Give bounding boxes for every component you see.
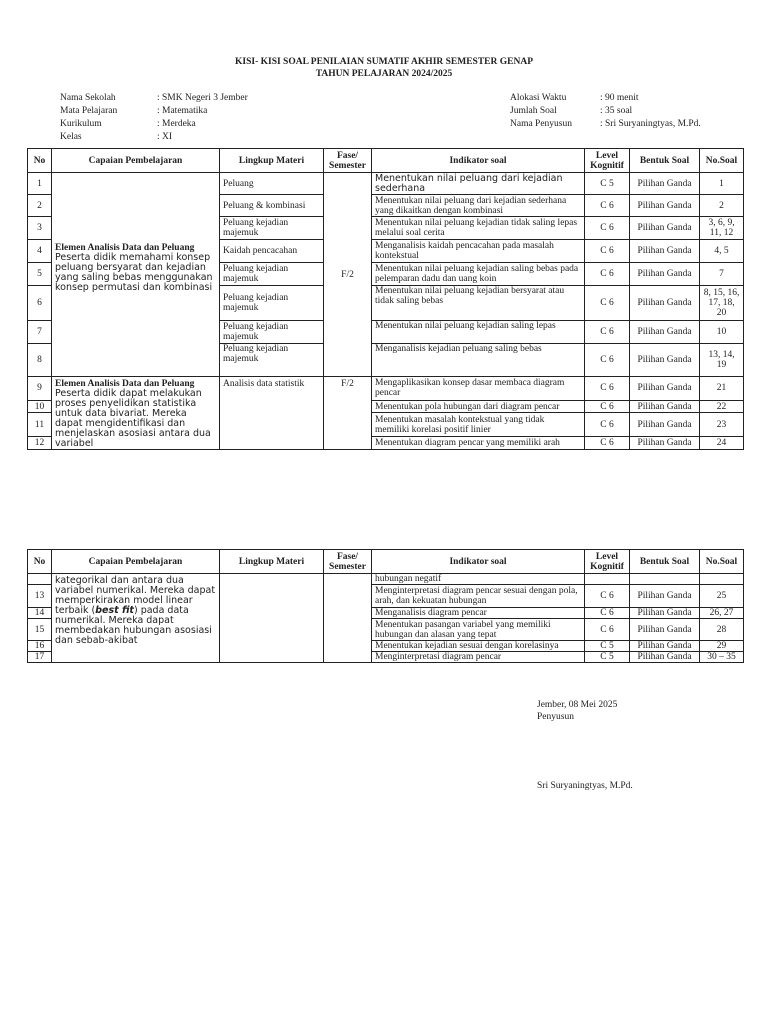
row-indikator: Menentukan nilai peluang kejadian saling lepas	[372, 321, 585, 344]
row-no: 1	[28, 173, 52, 195]
fase-cell: F/2	[324, 377, 372, 450]
row-nosoal: 22	[700, 400, 744, 413]
row-nosoal: 24	[700, 437, 744, 450]
row-level: C 6	[585, 400, 630, 413]
row-bentuk: Pilihan Ganda	[630, 173, 700, 195]
fase-cell	[324, 574, 372, 663]
table-header-row	[28, 149, 744, 173]
row-indikator: Menentukan nilai peluang dari kejadian sederhana yang dikaitkan dengan kombinasi	[372, 195, 585, 217]
header-bentuk: Bentuk Soal	[630, 550, 700, 574]
row-level: C 6	[585, 195, 630, 217]
header-bentuk: Bentuk Soal	[630, 149, 700, 173]
row-bentuk: Pilihan Ganda	[630, 400, 700, 413]
info-value: : 90 menit	[600, 93, 639, 103]
row-level: C 6	[585, 286, 630, 321]
table-row	[28, 574, 744, 585]
row-bentuk: Pilihan Ganda	[630, 195, 700, 217]
row-level: C 5	[585, 652, 630, 663]
row-lingkup: Peluang kejadian majemuk	[220, 321, 324, 344]
header-indikator: Indikator soal	[372, 550, 585, 574]
row-level: C 5	[585, 641, 630, 652]
document-title: KISI- KISI SOAL PENILAIAN SUMATIF AKHIR SEMESTER GENAP	[235, 57, 533, 67]
header-lingkup: Lingkup Materi	[220, 149, 324, 173]
table-row	[28, 173, 744, 195]
row-no: 15	[28, 619, 52, 641]
row-indikator: Menganalisis kejadian peluang saling bebas	[372, 344, 585, 377]
row-bentuk: Pilihan Ganda	[630, 608, 700, 619]
row-bentuk: Pilihan Ganda	[630, 437, 700, 450]
capaian-text: Peserta didik memahami konsep peluang bersyarat dan kejadian yang saling bebas menggunakan konsep permutasi dan kombinasi	[55, 252, 213, 293]
row-indikator: Menganalisis diagram pencar	[372, 608, 585, 619]
row-no: 7	[28, 321, 52, 344]
info-label: Mata Pelajaran	[60, 106, 118, 116]
row-nosoal: 13, 14, 19	[700, 344, 744, 377]
row-nosoal: 2	[700, 195, 744, 217]
capaian-heading: Elemen Analisis Data dan Peluang	[55, 243, 195, 253]
row-nosoal: 4, 5	[700, 240, 744, 263]
row-indikator: Menentukan pasangan variabel yang memiliki hubungan dan alasan yang tepat	[372, 619, 585, 641]
capaian-text-before: kategorikal dan antara dua variabel numerikal. Mereka dapat memperkirakan model linear terbaik (	[55, 575, 216, 616]
row-level: C 6	[585, 321, 630, 344]
row-level: C 6	[585, 240, 630, 263]
row-level: C 6	[585, 619, 630, 641]
row-no: 13	[28, 585, 52, 608]
row-indikator: Menentukan masalah kontekstual yang tidak memiliki korelasi positif linier	[372, 413, 585, 437]
signature-role: Penyusun	[537, 712, 574, 722]
row-no: 11	[28, 413, 52, 437]
row-level: C 6	[585, 217, 630, 240]
row-level: C 6	[585, 585, 630, 608]
row-bentuk: Pilihan Ganda	[630, 263, 700, 286]
row-no: 17	[28, 652, 52, 663]
row-nosoal: 1	[700, 173, 744, 195]
capaian-text-emphasis: best fit	[95, 605, 134, 616]
row-lingkup: Peluang kejadian majemuk	[220, 344, 324, 377]
info-label: Nama Penyusun	[510, 119, 573, 129]
info-label: Nama Sekolah	[60, 93, 116, 103]
row-bentuk	[630, 574, 700, 585]
header-nosoal: No.Soal	[700, 149, 744, 173]
row-level: C 6	[585, 263, 630, 286]
row-lingkup: Peluang kejadian majemuk	[220, 286, 324, 321]
row-nosoal: 10	[700, 321, 744, 344]
row-indikator: Menganalisis kaidah pencacahan pada masalah kontekstual	[372, 240, 585, 263]
capaian-text-after: ) pada data numerikal. Mereka dapat membedakan hubungan asosiasi dan sebab-akibat	[55, 605, 212, 646]
info-value: : Sri Suryaningtyas, M.Pd.	[600, 119, 701, 129]
header-fase: Fase/ Semester	[324, 149, 372, 173]
row-nosoal: 28	[700, 619, 744, 641]
row-bentuk: Pilihan Ganda	[630, 413, 700, 437]
info-value: : XI	[157, 132, 173, 142]
row-bentuk: Pilihan Ganda	[630, 217, 700, 240]
row-no: 3	[28, 217, 52, 240]
row-no: 14	[28, 608, 52, 619]
capaian-text: Peserta didik dapat melakukan proses penyelidikan statistika untuk data bivariat. Mereka dapat mengidentifikasi dan menjelaskan asosiasi antara dua variabel	[55, 388, 211, 449]
info-value: : Merdeka	[157, 119, 196, 129]
header-capaian: Capaian Pembelajaran	[52, 550, 220, 574]
row-level: C 6	[585, 437, 630, 450]
row-indikator: Menentukan nilai peluang kejadian tidak saling lepas melalui soal cerita	[372, 217, 585, 240]
row-indikator: Menginterpretasi diagram pencar sesuai dengan pola, arah, dan kekuatan hubungan	[372, 585, 585, 608]
row-no: 10	[28, 400, 52, 413]
row-nosoal: 26, 27	[700, 608, 744, 619]
signature-name: Sri Suryaningtyas, M.Pd.	[537, 781, 633, 791]
info-label: Jumlah Soal	[510, 106, 557, 116]
row-bentuk: Pilihan Ganda	[630, 286, 700, 321]
row-indikator: Menentukan nilai peluang dari kejadian sederhana	[372, 173, 585, 195]
header-no: No	[28, 550, 52, 574]
info-value: : SMK Negeri 3 Jember	[157, 93, 248, 103]
capaian-cell	[52, 377, 220, 450]
info-right	[508, 91, 703, 132]
kisi-table-page-1	[27, 148, 744, 450]
header-nosoal: No.Soal	[700, 550, 744, 574]
row-bentuk: Pilihan Ganda	[630, 652, 700, 663]
row-level: C 6	[585, 344, 630, 377]
table-header-row	[28, 550, 744, 574]
header-indikator: Indikator soal	[372, 149, 585, 173]
capaian-cell	[52, 173, 220, 377]
row-level: C 6	[585, 377, 630, 401]
row-bentuk: Pilihan Ganda	[630, 619, 700, 641]
row-lingkup: Kaidah pencacahan	[220, 240, 324, 263]
row-bentuk: Pilihan Ganda	[630, 344, 700, 377]
row-lingkup: Peluang	[220, 173, 324, 195]
header-capaian: Capaian Pembelajaran	[52, 149, 220, 173]
row-level: C 6	[585, 608, 630, 619]
row-no	[28, 574, 52, 585]
header-fase: Fase/ Semester	[324, 550, 372, 574]
info-label: Kelas	[60, 132, 82, 142]
signature-place-date: Jember, 08 Mei 2025	[537, 700, 618, 710]
info-value: : Matematika	[157, 106, 208, 116]
row-nosoal: 23	[700, 413, 744, 437]
row-bentuk: Pilihan Ganda	[630, 585, 700, 608]
capaian-heading: Elemen Analisis Data dan Peluang	[55, 379, 195, 389]
row-no: 4	[28, 240, 52, 263]
row-indikator: hubungan negatif	[372, 574, 585, 585]
row-no: 5	[28, 263, 52, 286]
table-row	[28, 377, 744, 401]
row-no: 9	[28, 377, 52, 401]
row-nosoal	[700, 574, 744, 585]
row-nosoal: 3, 6, 9, 11, 12	[700, 217, 744, 240]
kisi-table-page-2	[27, 549, 744, 663]
row-lingkup: Peluang & kombinasi	[220, 195, 324, 217]
row-nosoal: 7	[700, 263, 744, 286]
header-no: No	[28, 149, 52, 173]
row-lingkup: Peluang kejadian majemuk	[220, 217, 324, 240]
row-nosoal: 25	[700, 585, 744, 608]
row-no: 6	[28, 286, 52, 321]
row-nosoal: 29	[700, 641, 744, 652]
row-no: 12	[28, 437, 52, 450]
row-indikator: Menginterpretasi diagram pencar	[372, 652, 585, 663]
row-indikator: Menentukan nilai peluang kejadian bersyarat atau tidak saling bebas	[372, 286, 585, 321]
row-bentuk: Pilihan Ganda	[630, 321, 700, 344]
row-bentuk: Pilihan Ganda	[630, 641, 700, 652]
row-level	[585, 574, 630, 585]
header-lingkup: Lingkup Materi	[220, 550, 324, 574]
row-lingkup: Analisis data statistik	[220, 377, 324, 450]
row-level: C 5	[585, 173, 630, 195]
row-nosoal: 21	[700, 377, 744, 401]
row-indikator: Menentukan diagram pencar yang memiliki arah	[372, 437, 585, 450]
row-indikator: Menentukan nilai peluang kejadian saling bebas pada pelemparan dadu dan uang koin	[372, 263, 585, 286]
row-level: C 6	[585, 413, 630, 437]
row-nosoal: 30 – 35	[700, 652, 744, 663]
row-indikator: Mengaplikasikan konsep dasar membaca diagram pencar	[372, 377, 585, 401]
document-subtitle: TAHUN PELAJARAN 2024/2025	[315, 69, 453, 79]
row-no: 16	[28, 641, 52, 652]
info-left	[58, 91, 250, 145]
header-level: Level Kognitif	[585, 149, 630, 173]
row-lingkup: Peluang kejadian majemuk	[220, 263, 324, 286]
header-level: Level Kognitif	[585, 550, 630, 574]
capaian-cell	[52, 574, 220, 663]
row-lingkup	[220, 574, 324, 663]
row-no: 2	[28, 195, 52, 217]
info-label: Kurikulum	[60, 119, 102, 129]
row-no: 8	[28, 344, 52, 377]
fase-cell: F/2	[324, 173, 372, 377]
info-value: : 35 soal	[600, 106, 633, 116]
row-bentuk: Pilihan Ganda	[630, 240, 700, 263]
info-label: Alokasi Waktu	[510, 93, 567, 103]
row-bentuk: Pilihan Ganda	[630, 377, 700, 401]
row-indikator: Menentukan pola hubungan dari diagram pencar	[372, 400, 585, 413]
row-nosoal: 8, 15, 16, 17, 18, 20	[700, 286, 744, 321]
row-indikator: Menentukan kejadian sesuai dengan korelasinya	[372, 641, 585, 652]
